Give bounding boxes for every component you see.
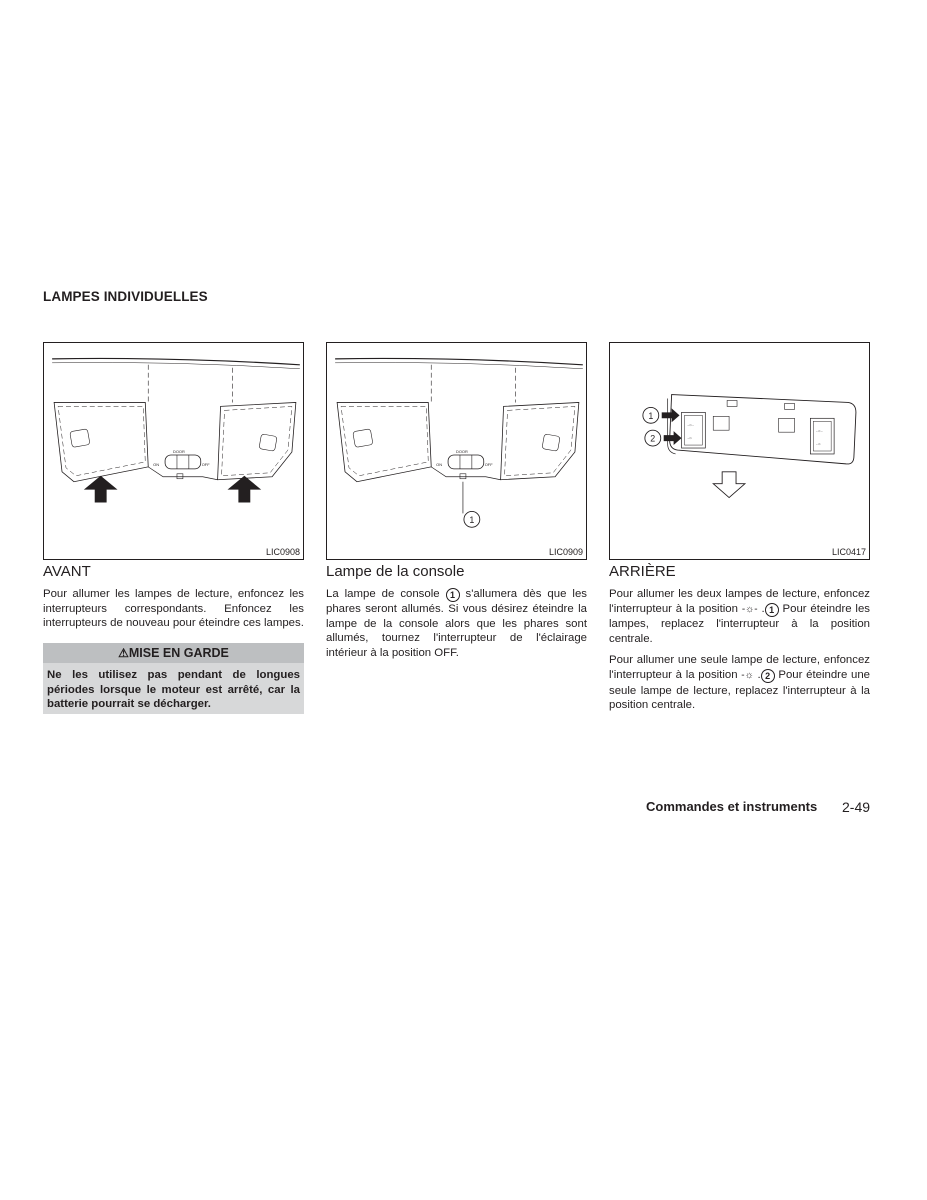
arrow-down-icon [713,472,745,498]
callout-marker-1: 1 [765,603,779,617]
warning-text: Ne les utilisez pas pendant de longues périodes lorsque le moteur est arrêté, car la batterie pourrait se décharger. [47,669,300,710]
svg-text:OFF: OFF [484,461,493,467]
figure-code: LIC0908 [265,547,300,557]
callout-label-1: 1 [648,410,654,421]
figure-rear-lamps [609,342,870,560]
figure-code: LIC0417 [831,547,866,557]
rear-text [609,587,870,720]
front-text [43,587,304,638]
svg-text:-☼-: -☼- [816,428,823,434]
section-title: LAMPES INDIVIDUELLES [43,289,208,304]
both-lamps-symbol-icon: -☼- [741,603,758,615]
svg-text:DOOR: DOOR [173,448,185,454]
rear-paragraph-2: Pour allumer une seule lampe de lecture, enfoncez l'interrupteur à la position -☼ . 2 Pour éteindre une seule lampe de lecture, replacez l'interrupteur à la position centrale. [609,654,870,712]
page-number: 2-49 [842,799,871,815]
warning-title [43,643,304,663]
callout-marker-2: 2 [761,669,775,683]
rear-lamps-illustration [610,343,869,559]
svg-text:DOOR: DOOR [456,448,468,454]
svg-text:ON: ON [436,461,443,467]
callout-marker: 1 [446,588,460,602]
arrow-left-icon [84,476,118,503]
callout-label: 1 [469,514,475,525]
warning-title-label: MISE EN GARDE [128,646,229,660]
single-lamp-symbol-icon: -☼ [741,669,754,681]
svg-text:OFF: OFF [201,461,210,467]
figure-console-lamp [326,342,587,560]
front-paragraph: Pour allumer les lampes de lecture, enfoncez les interrupteurs correspondants. Enfoncez les interrupteurs de nouveau pour éteindre ces lampes. [43,588,304,630]
console-text [326,587,587,667]
callout-label-2: 2 [650,433,656,444]
svg-text:-☼: -☼ [816,441,822,447]
svg-text:ON: ON [153,461,160,467]
svg-text:-☼: -☼ [687,435,693,441]
arrow-position-2-icon [664,431,682,445]
rear-paragraph-1: Pour allumer les deux lampes de lecture, enfoncez l'interrupteur à la position -☼- . 1 Pour éteindre les lampes, replacez l'interrupteur à la position centrale. [609,588,870,645]
console-lamp-illustration [327,343,586,559]
footer-section-label: Commandes et instruments [646,799,818,814]
heading-front: AVANT [43,563,91,580]
warning-triangle-icon: ⚠ [118,646,129,660]
figure-code: LIC0909 [548,547,583,557]
heading-console: Lampe de la console [326,563,465,580]
console-paragraph: La lampe de console 1 s'allumera dès que les phares seront allumés. Si vous désirez éteindre la lampe de la console alors que les phares sont allumés, tournez l'interrupteur de l'éclairage intérieur à la position OFF. [326,588,587,659]
heading-rear: ARRIÈRE [609,563,676,580]
front-lamps-illustration [44,343,303,559]
figure-front-lamps [43,342,304,560]
svg-text:-☼-: -☼- [687,422,694,428]
warning-box [43,643,304,714]
arrow-right-icon [228,476,262,503]
